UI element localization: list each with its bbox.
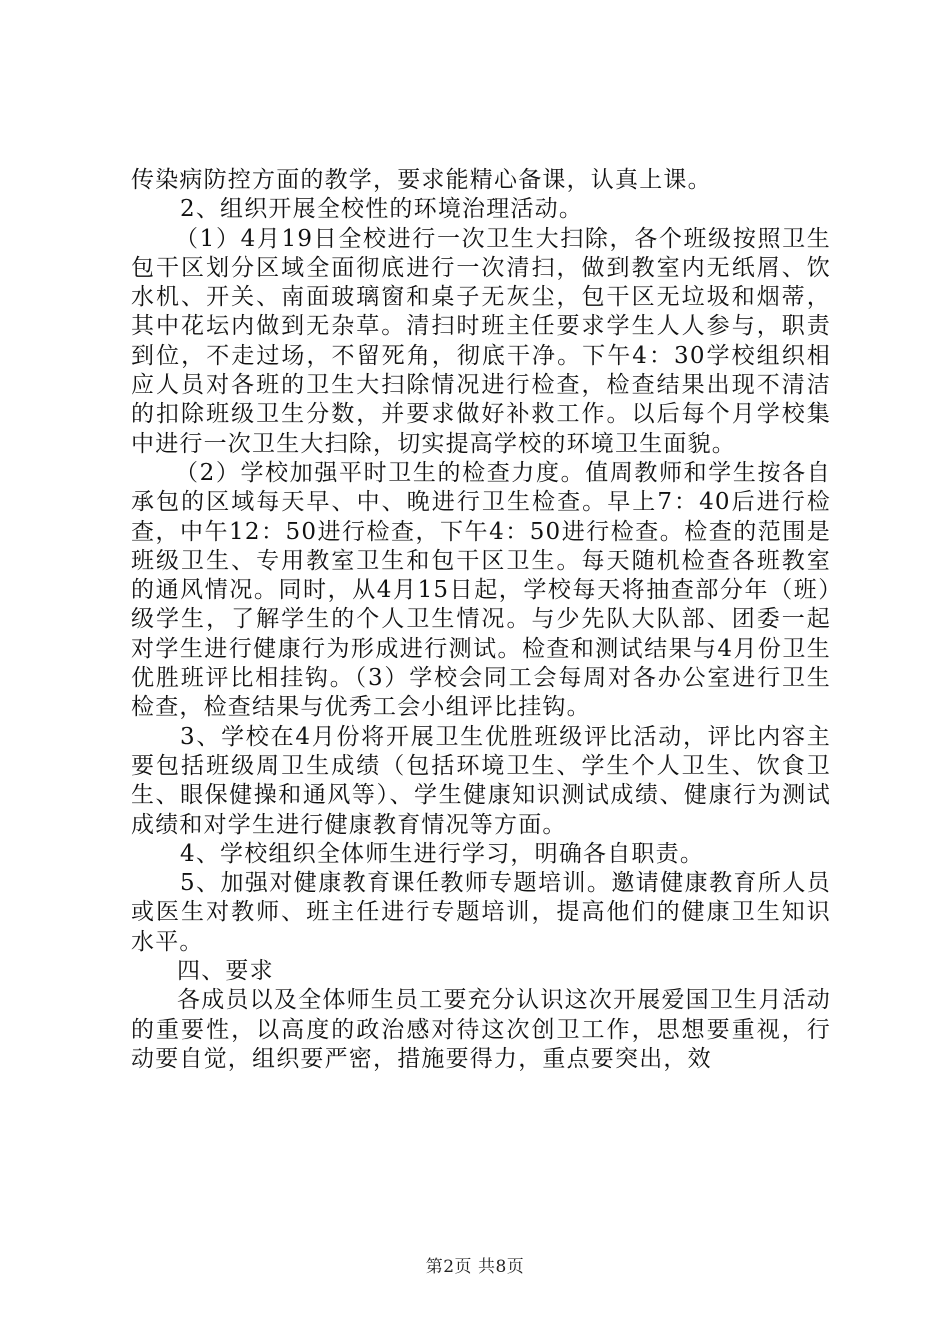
page-number-footer: 第2页 共8页 — [425, 1257, 525, 1277]
paragraph-item-5: 5、加强对健康教育课任教师专题培训。邀请健康教育所人员或医生对教师、班主任进行专题培训，提高他们的健康卫生知识水平。 — [131, 870, 831, 955]
section-heading-requirements: 四、要求 — [177, 958, 274, 985]
paragraph-subitem-1: （1）4月19日全校进行一次卫生大扫除，各个班级按照卫生包干区划分区域全面彻底进行一次清扫，做到教室内无纸屑、饮水机、开关、南面玻璃窗和桌子无灰尘，包干区无垃圾和烟蒂，其中花坛内做到无杂草。清扫时班主任要求学生人人参与，职责到位，不走过场，不留死角，彻底干净。下午4：30学校组织相应人员对各班的卫生大扫除情况进行检查，检查结果出现不清洁的扣除班级卫生分数，并要求做好补救工作。以后每个月学校集中进行一次卫生大扫除，切实提高学校的环境卫生面貌。 — [131, 225, 831, 457]
document-body — [131, 166, 831, 1074]
paragraph-item-2: 2、组织开展全校性的环境治理活动。 — [180, 196, 584, 223]
paragraph-item-3: 3、学校在4月份将开展卫生优胜班级评比活动，评比内容主要包括班级周卫生成绩（包括环境卫生、学生个人卫生、饮食卫生、眼保健操和通风等）、学生健康知识测试成绩、健康行为测试成绩和对学生进行健康教育情况等方面。 — [131, 723, 831, 838]
paragraph-item-4: 4、学校组织全体师生进行学习，明确各自职责。 — [180, 840, 705, 867]
paragraph-requirements: 各成员以及全体师生员工要充分认识这次开展爱国卫生月活动的重要性，以高度的政治感对待这次创卫工作，思想要重视，行动要自觉，组织要严密，措施要得力，重点要突出，效 — [131, 987, 831, 1072]
paragraph-continuation: 传染病防控方面的教学，要求能精心备课，认真上课。 — [131, 167, 712, 193]
paragraph-subitem-2: （2）学校加强平时卫生的检查力度。值周教师和学生按各自承包的区域每天早、中、晚进行卫生检查。早上7：40后进行检查，中午12：50进行检查，下午4：50进行检查。检查的范围是班级卫生、专用教室卫生和包干区卫生。每天随机检查各班教室的通风情况。同时，从4月15日起，学校每天将抽查部分年（班）级学生，了解学生的个人卫生情况。与少先队大队部、团委一起对学生进行健康行为形成进行测试。检查和测试结果与4月份卫生优胜班评比相挂钩。（3）学校会同工会每周对各办公室进行卫生检查，检查结果与优秀工会小组评比挂钩。 — [131, 459, 831, 721]
